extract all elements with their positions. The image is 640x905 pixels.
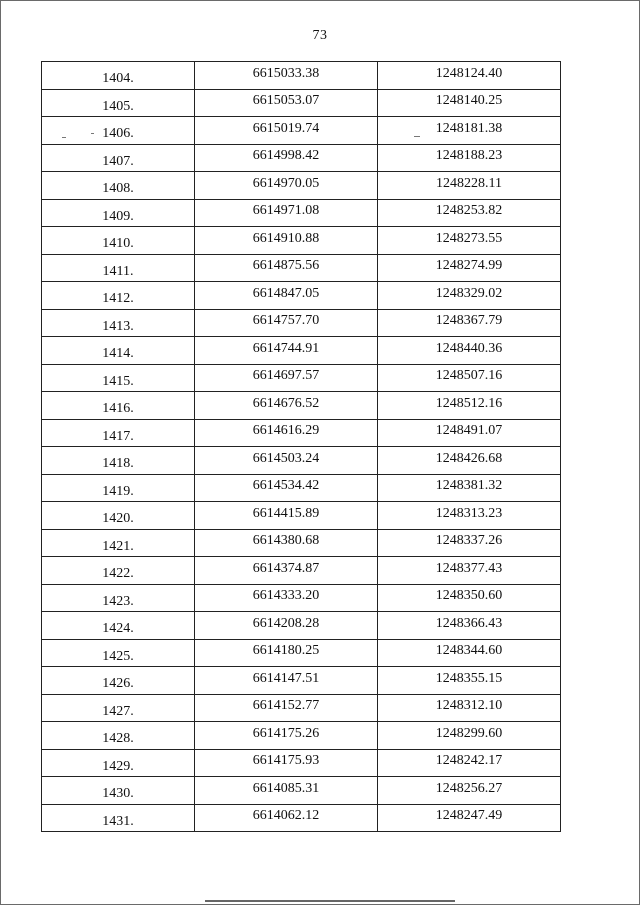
table-row bbox=[42, 529, 561, 557]
y-coordinate-cell: 1248181.38 bbox=[378, 117, 561, 145]
point-number-cell: 1408. bbox=[42, 172, 195, 200]
x-coordinate-cell: 6614847.05 bbox=[195, 282, 378, 310]
point-number-cell: 1410. bbox=[42, 227, 195, 255]
point-number-cell: 1406. bbox=[42, 117, 195, 145]
y-coordinate-cell: 1248188.23 bbox=[378, 144, 561, 172]
scan-speck bbox=[62, 137, 66, 138]
y-coordinate-cell: 1248124.40 bbox=[378, 62, 561, 90]
x-coordinate-cell: 6614676.52 bbox=[195, 392, 378, 420]
point-number-cell: 1409. bbox=[42, 199, 195, 227]
table-row bbox=[42, 337, 561, 365]
x-coordinate-cell: 6614971.08 bbox=[195, 199, 378, 227]
point-number-cell: 1423. bbox=[42, 584, 195, 612]
table-row bbox=[42, 474, 561, 502]
table-row bbox=[42, 89, 561, 117]
y-coordinate-cell: 1248228.11 bbox=[378, 172, 561, 200]
y-coordinate-cell: 1248256.27 bbox=[378, 777, 561, 805]
y-coordinate-cell: 1248366.43 bbox=[378, 612, 561, 640]
x-coordinate-cell: 6614503.24 bbox=[195, 447, 378, 475]
point-number-cell: 1414. bbox=[42, 337, 195, 365]
table-row bbox=[42, 804, 561, 832]
table-row bbox=[42, 364, 561, 392]
point-number-cell: 1417. bbox=[42, 419, 195, 447]
x-coordinate-cell: 6614970.05 bbox=[195, 172, 378, 200]
table-row bbox=[42, 612, 561, 640]
table-row bbox=[42, 419, 561, 447]
y-coordinate-cell: 1248274.99 bbox=[378, 254, 561, 282]
x-coordinate-cell: 6614998.42 bbox=[195, 144, 378, 172]
x-coordinate-cell: 6614415.89 bbox=[195, 502, 378, 530]
x-coordinate-cell: 6614333.20 bbox=[195, 584, 378, 612]
table-row bbox=[42, 199, 561, 227]
y-coordinate-cell: 1248440.36 bbox=[378, 337, 561, 365]
x-coordinate-cell: 6614910.88 bbox=[195, 227, 378, 255]
y-coordinate-cell: 1248312.10 bbox=[378, 694, 561, 722]
table-row bbox=[42, 722, 561, 750]
table-row bbox=[42, 172, 561, 200]
y-coordinate-cell: 1248507.16 bbox=[378, 364, 561, 392]
table-row bbox=[42, 117, 561, 145]
y-coordinate-cell: 1248247.49 bbox=[378, 804, 561, 832]
point-number-cell: 1412. bbox=[42, 282, 195, 310]
point-number-cell: 1428. bbox=[42, 722, 195, 750]
x-coordinate-cell: 6614175.93 bbox=[195, 749, 378, 777]
point-number-cell: 1422. bbox=[42, 557, 195, 585]
page-number: 73 bbox=[312, 28, 328, 43]
y-coordinate-cell: 1248140.25 bbox=[378, 89, 561, 117]
scan-speck bbox=[414, 136, 420, 137]
table-row bbox=[42, 749, 561, 777]
x-coordinate-cell: 6614208.28 bbox=[195, 612, 378, 640]
y-coordinate-cell: 1248337.26 bbox=[378, 529, 561, 557]
x-coordinate-cell: 6614697.57 bbox=[195, 364, 378, 392]
y-coordinate-cell: 1248344.60 bbox=[378, 639, 561, 667]
y-coordinate-cell: 1248242.17 bbox=[378, 749, 561, 777]
x-coordinate-cell: 6614374.87 bbox=[195, 557, 378, 585]
x-coordinate-cell: 6614062.12 bbox=[195, 804, 378, 832]
point-number-cell: 1421. bbox=[42, 529, 195, 557]
table-row bbox=[42, 777, 561, 805]
x-coordinate-cell: 6614180.25 bbox=[195, 639, 378, 667]
y-coordinate-cell: 1248273.55 bbox=[378, 227, 561, 255]
table-row bbox=[42, 447, 561, 475]
x-coordinate-cell: 6614085.31 bbox=[195, 777, 378, 805]
table-row bbox=[42, 694, 561, 722]
table-row bbox=[42, 254, 561, 282]
point-number-cell: 1405. bbox=[42, 89, 195, 117]
point-number-cell: 1427. bbox=[42, 694, 195, 722]
point-number-cell: 1420. bbox=[42, 502, 195, 530]
y-coordinate-cell: 1248355.15 bbox=[378, 667, 561, 695]
point-number-cell: 1413. bbox=[42, 309, 195, 337]
point-number-cell: 1419. bbox=[42, 474, 195, 502]
table-row bbox=[42, 584, 561, 612]
y-coordinate-cell: 1248491.07 bbox=[378, 419, 561, 447]
point-number-cell: 1411. bbox=[42, 254, 195, 282]
bottom-scan-edge bbox=[205, 900, 455, 902]
table-row bbox=[42, 282, 561, 310]
y-coordinate-cell: 1248367.79 bbox=[378, 309, 561, 337]
x-coordinate-cell: 6614757.70 bbox=[195, 309, 378, 337]
x-coordinate-cell: 6615033.38 bbox=[195, 62, 378, 90]
point-number-cell: 1430. bbox=[42, 777, 195, 805]
point-number-cell: 1416. bbox=[42, 392, 195, 420]
point-number-cell: 1424. bbox=[42, 612, 195, 640]
table-row bbox=[42, 502, 561, 530]
table-row bbox=[42, 62, 561, 90]
point-number-cell: 1426. bbox=[42, 667, 195, 695]
x-coordinate-cell: 6614875.56 bbox=[195, 254, 378, 282]
x-coordinate-cell: 6614534.42 bbox=[195, 474, 378, 502]
coordinates-table bbox=[41, 61, 561, 832]
y-coordinate-cell: 1248253.82 bbox=[378, 199, 561, 227]
table-row bbox=[42, 667, 561, 695]
point-number-cell: 1431. bbox=[42, 804, 195, 832]
x-coordinate-cell: 6615019.74 bbox=[195, 117, 378, 145]
y-coordinate-cell: 1248381.32 bbox=[378, 474, 561, 502]
table-row bbox=[42, 144, 561, 172]
x-coordinate-cell: 6615053.07 bbox=[195, 89, 378, 117]
y-coordinate-cell: 1248313.23 bbox=[378, 502, 561, 530]
point-number-cell: 1407. bbox=[42, 144, 195, 172]
x-coordinate-cell: 6614380.68 bbox=[195, 529, 378, 557]
point-number-cell: 1415. bbox=[42, 364, 195, 392]
point-number-cell: 1425. bbox=[42, 639, 195, 667]
x-coordinate-cell: 6614175.26 bbox=[195, 722, 378, 750]
x-coordinate-cell: 6614744.91 bbox=[195, 337, 378, 365]
x-coordinate-cell: 6614152.77 bbox=[195, 694, 378, 722]
table-row bbox=[42, 227, 561, 255]
point-number-cell: 1404. bbox=[42, 62, 195, 90]
y-coordinate-cell: 1248329.02 bbox=[378, 282, 561, 310]
table-row bbox=[42, 309, 561, 337]
y-coordinate-cell: 1248512.16 bbox=[378, 392, 561, 420]
y-coordinate-cell: 1248299.60 bbox=[378, 722, 561, 750]
y-coordinate-cell: 1248377.43 bbox=[378, 557, 561, 585]
x-coordinate-cell: 6614147.51 bbox=[195, 667, 378, 695]
scan-speck bbox=[91, 133, 94, 134]
y-coordinate-cell: 1248426.68 bbox=[378, 447, 561, 475]
y-coordinate-cell: 1248350.60 bbox=[378, 584, 561, 612]
table-row bbox=[42, 392, 561, 420]
coordinates-table-body bbox=[42, 62, 561, 832]
point-number-cell: 1429. bbox=[42, 749, 195, 777]
x-coordinate-cell: 6614616.29 bbox=[195, 419, 378, 447]
table-row bbox=[42, 639, 561, 667]
table-row bbox=[42, 557, 561, 585]
point-number-cell: 1418. bbox=[42, 447, 195, 475]
